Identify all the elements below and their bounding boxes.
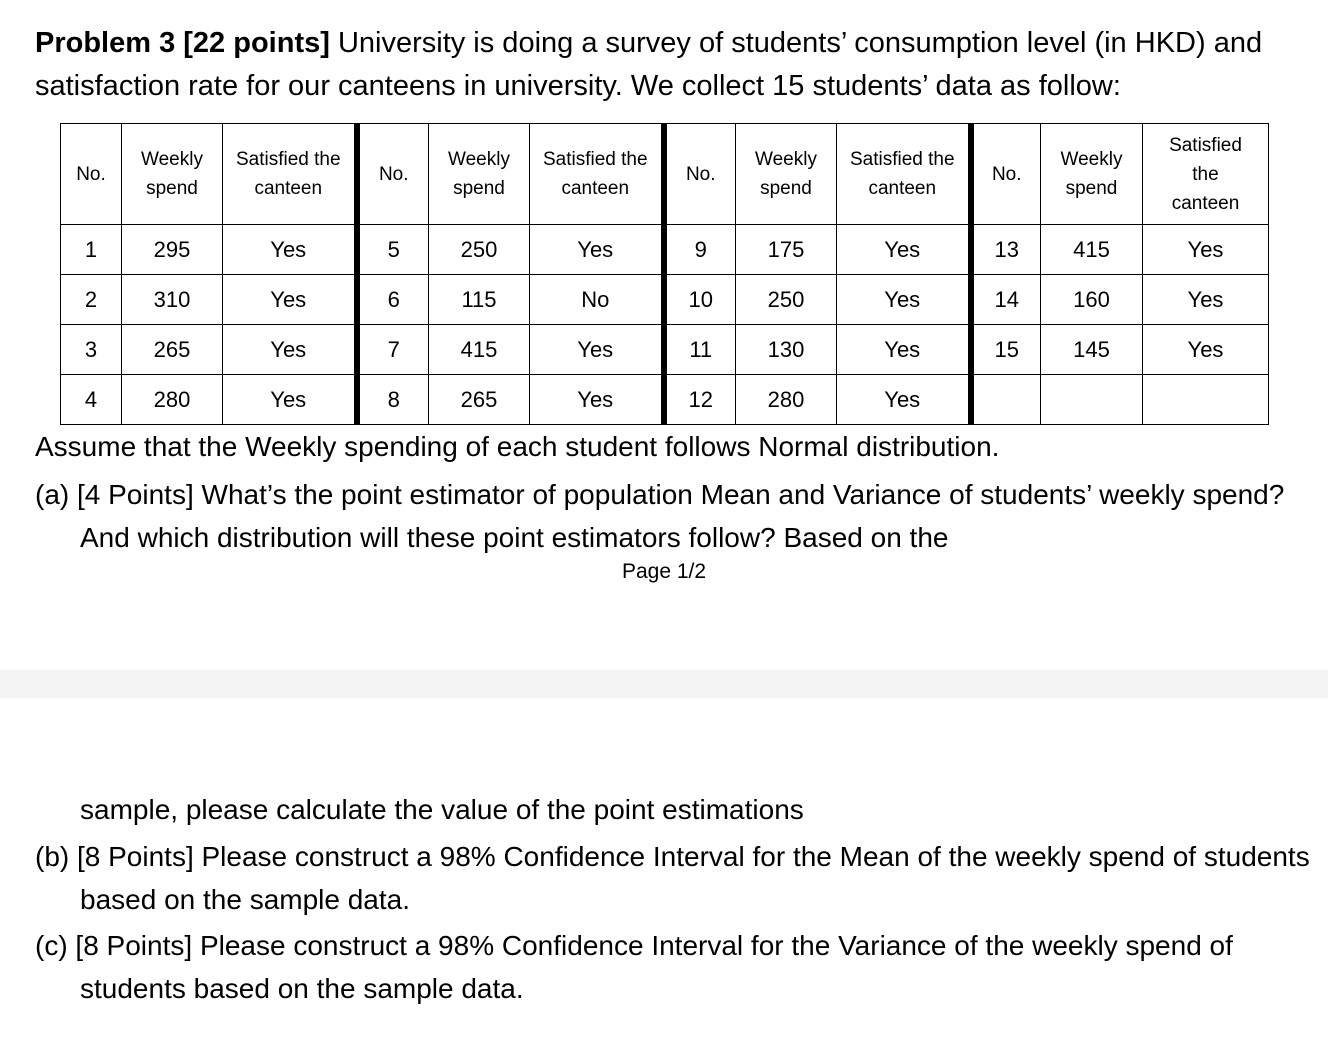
header-no: No. [971,124,1041,225]
survey-data-table [60,123,1269,425]
question-c: (c) [8 Points] Please construct a 98% Confidence Interval for the Variance of the weekly spend of students based on the sample data. [35,930,1233,1004]
assumption-text: Assume that the Weekly spending of each student follows Normal distribution. [35,431,1000,462]
header-satisfied: Satisfied the canteen [530,124,664,225]
cell-satisfied: Yes [223,275,357,325]
table-row [61,225,1269,275]
page-gap [0,670,1328,698]
table-row [61,275,1269,325]
header-weekly-spend: Weekly spend [736,124,837,225]
cell-spend [1041,375,1143,425]
cell-satisfied [1143,375,1269,425]
cell-no: 8 [357,375,429,425]
cell-spend: 280 [736,375,837,425]
cell-spend: 160 [1041,275,1143,325]
cell-spend: 265 [429,375,530,425]
cell-no: 5 [357,225,429,275]
cell-no: 11 [664,325,736,375]
cell-spend: 250 [736,275,837,325]
header-weekly-spend: Weekly spend [122,124,223,225]
table-row [61,325,1269,375]
cell-satisfied: Yes [837,375,971,425]
cell-no: 9 [664,225,736,275]
cell-satisfied: Yes [530,375,664,425]
header-no: No. [357,124,429,225]
cell-no: 1 [61,225,122,275]
page-number: Page 1/2 [621,560,707,583]
header-satisfied: Satisfied the canteen [837,124,971,225]
table-header-row [61,124,1269,225]
cell-satisfied: Yes [530,225,664,275]
question-a-part2: sample, please calculate the value of the point estimations [80,794,804,825]
cell-no: 13 [971,225,1041,275]
cell-no: 7 [357,325,429,375]
problem-statement [35,22,1295,108]
cell-spend: 250 [429,225,530,275]
header-satisfied: Satisfied the canteen [1143,124,1269,225]
cell-no: 10 [664,275,736,325]
cell-spend: 115 [429,275,530,325]
cell-spend: 265 [122,325,223,375]
header-satisfied: Satisfied the canteen [223,124,357,225]
cell-no: 6 [357,275,429,325]
problem-text: University is doing a survey of students’ consumption level (in HKD) and satisfaction rate for our canteens in university. We collect 15 students’ data as follow: [35,27,1263,102]
cell-no: 2 [61,275,122,325]
question-b: (b) [8 Points] Please construct a 98% Confidence Interval for the Mean of the weekly spend of students based on the sample data. [35,841,1310,915]
cell-satisfied: Yes [530,325,664,375]
cell-spend: 310 [122,275,223,325]
cell-no: 15 [971,325,1041,375]
cell-spend: 295 [122,225,223,275]
document-page-2 [0,698,1328,1040]
cell-spend: 280 [122,375,223,425]
problem-label: Problem 3 [22 points] [35,27,330,59]
cell-no: 14 [971,275,1041,325]
cell-satisfied: Yes [223,325,357,375]
cell-satisfied: Yes [1143,225,1269,275]
cell-spend: 415 [1041,225,1143,275]
cell-spend: 415 [429,325,530,375]
cell-satisfied: Yes [837,325,971,375]
header-weekly-spend: Weekly spend [429,124,530,225]
cell-satisfied: Yes [837,225,971,275]
cell-satisfied: Yes [1143,275,1269,325]
cell-satisfied: No [530,275,664,325]
cell-satisfied: Yes [837,275,971,325]
cell-satisfied: Yes [1143,325,1269,375]
header-no: No. [61,124,122,225]
question-a-part1: (a) [4 Points] What’s the point estimator of population Mean and Variance of students’ weekly spend? And which distribution will these point estimators follow? Based on the [35,479,1285,553]
cell-satisfied: Yes [223,225,357,275]
cell-spend: 130 [736,325,837,375]
cell-no: 12 [664,375,736,425]
cell-satisfied: Yes [223,375,357,425]
cell-no [971,375,1041,425]
cell-spend: 175 [736,225,837,275]
header-weekly-spend: Weekly spend [1041,124,1143,225]
cell-spend: 145 [1041,325,1143,375]
table-row [61,375,1269,425]
header-no: No. [664,124,736,225]
cell-no: 3 [61,325,122,375]
cell-no: 4 [61,375,122,425]
